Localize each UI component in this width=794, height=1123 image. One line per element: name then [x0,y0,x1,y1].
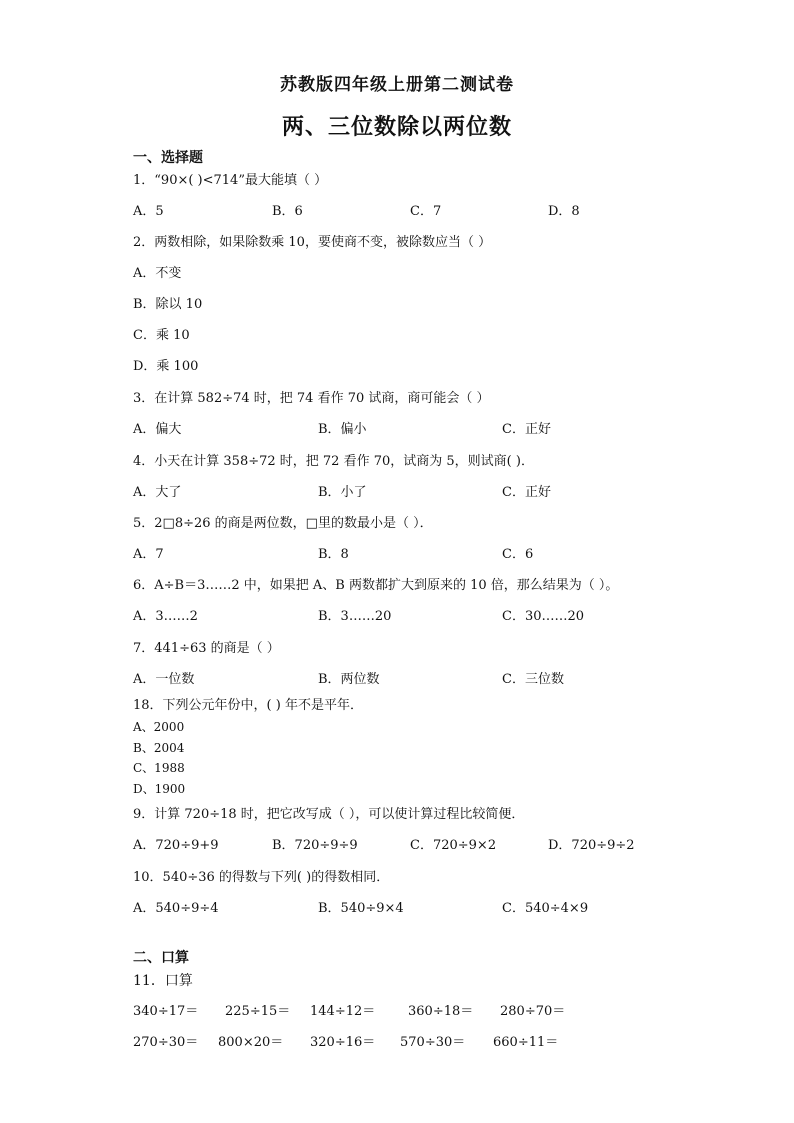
calc-item: 800×20＝ [218,1035,284,1050]
question-stem: 2．两数相除，如果除数乘 10，要使商不变，被除数应当（ ） [133,235,492,250]
option: A．7 [133,547,164,562]
option: C．6 [502,547,534,562]
option: B．偏小 [318,422,367,437]
option: A．5 [133,204,164,219]
section-heading-oral: 二、口算 [133,950,189,966]
option: A．3……2 [133,609,198,624]
option: C．正好 [502,422,551,437]
option: C、1988 [133,761,185,775]
option: A．一位数 [133,672,195,687]
calc-item: 340÷17＝ [133,1004,199,1019]
option: A．偏大 [133,422,182,437]
option: D．720÷9÷2 [548,838,635,853]
option: C．720÷9×2 [410,838,497,853]
option: C．540÷4×9 [502,901,589,916]
option: B、2004 [133,741,185,755]
question-stem: 18．下列公元年份中，( ) 年不是平年． [133,698,363,713]
calc-item: 570÷30＝ [400,1035,466,1050]
option: C．正好 [502,485,551,500]
section-heading-choice: 一、选择题 [133,150,203,166]
calc-item: 144÷12＝ [310,1004,376,1019]
option: B．720÷9÷9 [272,838,358,853]
calc-item: 225÷15＝ [225,1004,291,1019]
option: D、1900 [133,782,186,796]
option: C．三位数 [502,672,564,687]
option: B．6 [272,204,303,219]
option: B．除以 10 [133,297,203,312]
calc-item: 360÷18＝ [408,1004,474,1019]
option: C．30……20 [502,609,585,624]
option: C．7 [410,204,442,219]
option: A、2000 [133,720,185,734]
calc-item: 320÷16＝ [310,1035,376,1050]
option: A．大了 [133,485,182,500]
option: B．540÷9×4 [318,901,404,916]
option: B．3……20 [318,609,392,624]
question-stem: 1．“90×( )<714”最大能填（ ） [133,173,328,188]
question-stem: 5．2□8÷26 的商是两位数，□里的数最小是（ ）． [133,516,433,531]
option: B．小了 [318,485,367,500]
option: A．540÷9÷4 [133,901,219,916]
calc-item: 660÷11＝ [493,1035,559,1050]
question-stem: 3．在计算 582÷74 时，把 74 看作 70 试商，商可能会（ ） [133,391,490,406]
question-stem: 4．小天在计算 358÷72 时，把 72 看作 70，试商为 5，则试商( )． [133,454,534,469]
question-stem: 6．A÷B＝3……2 中，如果把 A、B 两数都扩大到原来的 10 倍，那么结果为（ ）。 [133,578,619,593]
question-stem: 10．540÷36 的得数与下列( )的得数相同． [133,870,390,885]
option: B．8 [318,547,349,562]
paper-subtitle: 两、三位数除以两位数 [281,114,512,140]
calc-item: 280÷70＝ [500,1004,566,1019]
option: A．不变 [133,266,182,281]
calc-item: 270÷30＝ [133,1035,199,1050]
paper-title: 苏教版四年级上册第二测试卷 [280,75,514,95]
question-stem: 7．441÷63 的商是（ ） [133,641,280,656]
option: D．8 [548,204,580,219]
option: A．720÷9+9 [133,838,219,853]
question-stem: 11．口算 [133,973,193,989]
option: D．乘 100 [133,359,199,374]
option: C．乘 10 [133,328,190,343]
question-stem: 9．计算 720÷18 时，把它改写成（ ），可以使计算过程比较简便． [133,807,525,822]
option: B．两位数 [318,672,380,687]
